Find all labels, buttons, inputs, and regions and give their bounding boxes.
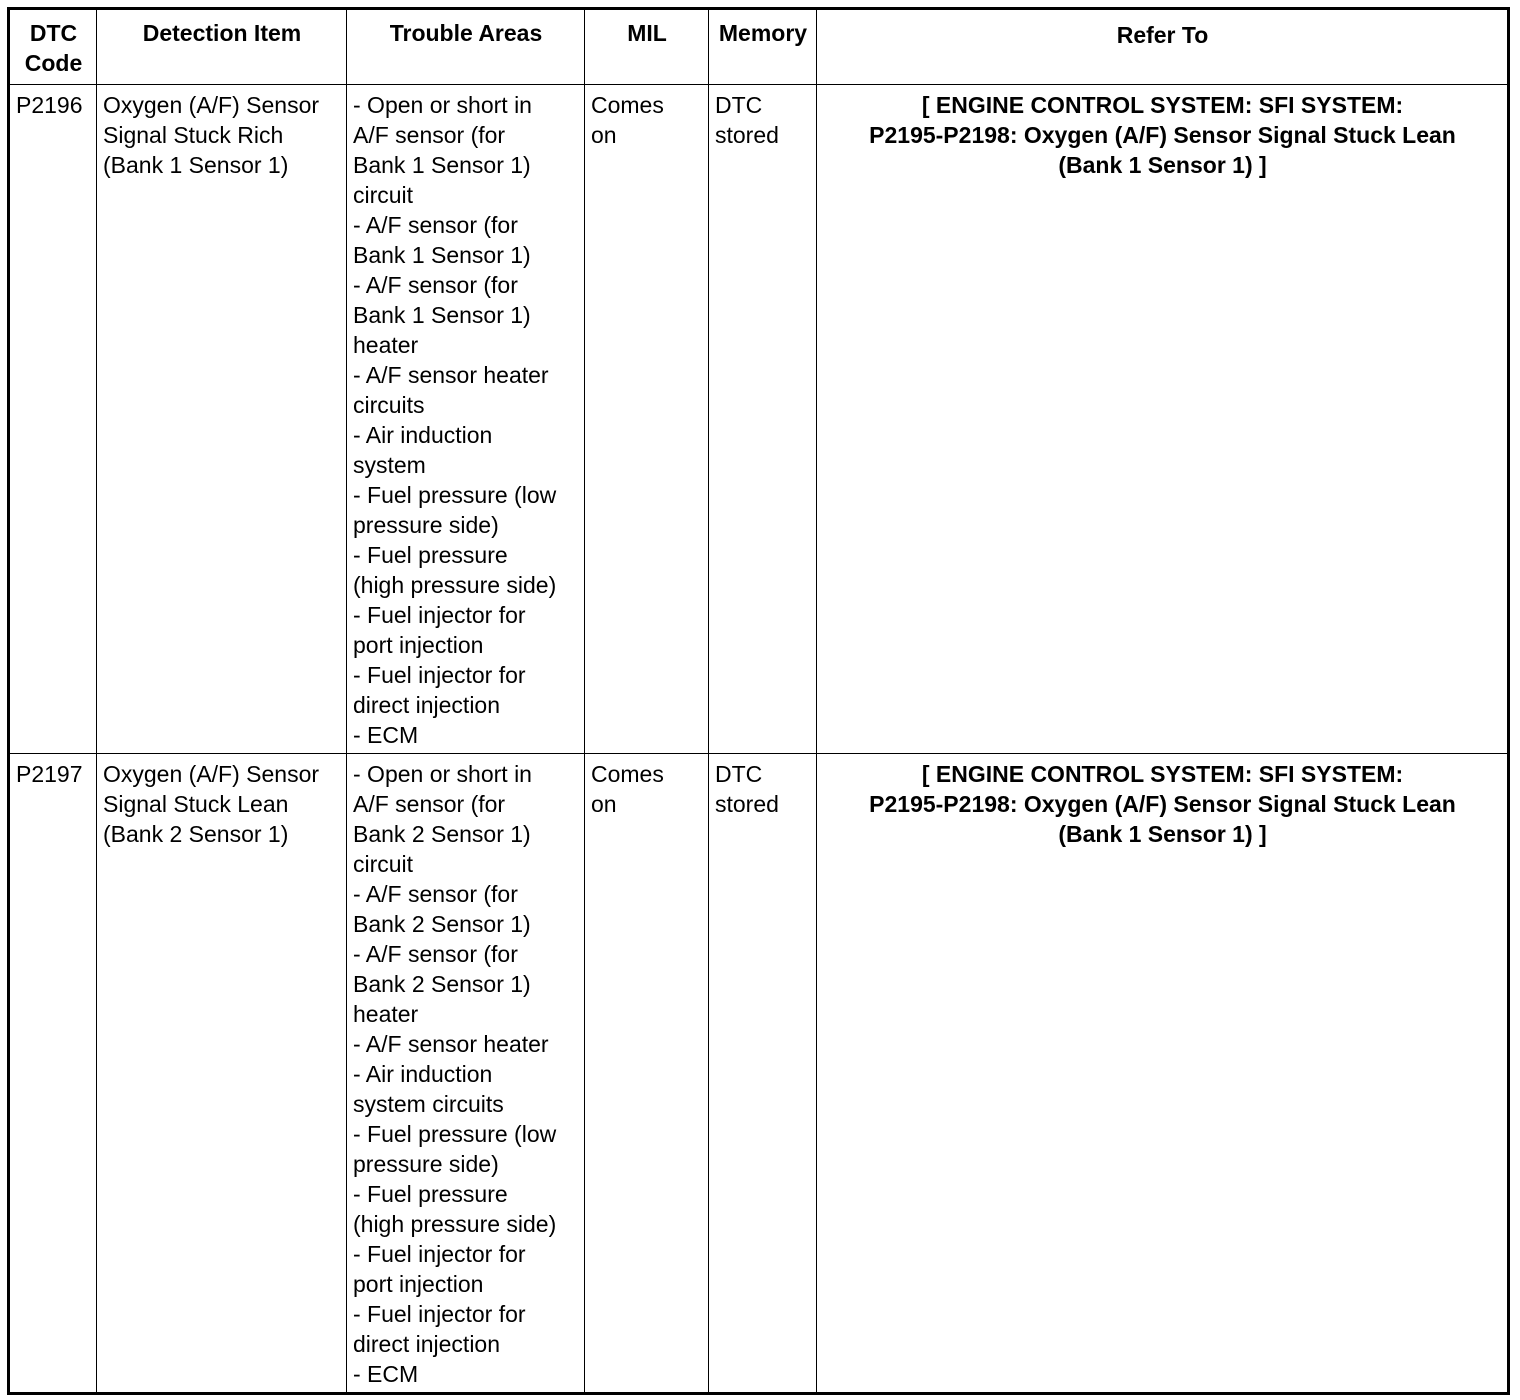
trouble-area-line: pressure side) [353,512,499,538]
detection-item-line: Oxygen (A/F) Sensor [103,761,320,787]
trouble-area-line: - Fuel pressure [353,542,508,568]
trouble-area-line: - Fuel injector for [353,602,526,628]
trouble-area-line: - Fuel pressure [353,1181,508,1207]
trouble-area-line: - Fuel injector for [353,662,526,688]
refer-to-link-line[interactable]: (Bank 1 Sensor 1) ] [1058,821,1267,847]
trouble-area-line: - A/F sensor (for [353,941,518,967]
dtc-code-cell: P2197 [9,754,97,1394]
refer-to-link-line[interactable]: [ ENGINE CONTROL SYSTEM: SFI SYSTEM: [921,761,1404,787]
refer-to-link-line[interactable]: (Bank 1 Sensor 1) ] [1058,152,1267,178]
refer-to-link-line[interactable]: P2195-P2198: Oxygen (A/F) Sensor Signal Stuck Lean [869,791,1456,817]
trouble-area-line: - ECM [353,722,419,748]
dtc-code-cell: P2196 [9,85,97,754]
trouble-area-line: Bank 2 Sensor 1) [353,971,531,997]
mil-line: Comes [591,92,664,118]
trouble-area-line: Bank 1 Sensor 1) [353,242,531,268]
trouble-area-line: - Fuel pressure (low [353,482,557,508]
trouble-area-line: - Open or short in [353,761,532,787]
memory-line: stored [715,791,779,817]
refer-to-cell[interactable] [817,85,1509,754]
trouble-area-line: - A/F sensor (for [353,272,518,298]
trouble-area-line: system circuits [353,1091,504,1117]
memory-cell [709,754,817,1394]
trouble-areas-cell [347,85,585,754]
refer-to-link-line[interactable]: P2195-P2198: Oxygen (A/F) Sensor Signal Stuck Lean [869,122,1456,148]
trouble-area-line: - A/F sensor (for [353,881,518,907]
header-memory: Memory [709,9,817,85]
header-row [9,9,1509,85]
trouble-area-line: Bank 2 Sensor 1) [353,821,531,847]
table-row [9,85,1509,754]
header-detection-item: Detection Item [97,9,347,85]
memory-line: DTC [715,761,763,787]
trouble-area-line: direct injection [353,692,501,718]
refer-to-cell[interactable] [817,754,1509,1394]
trouble-area-line: circuit [353,182,414,208]
trouble-area-line: circuit [353,851,414,877]
trouble-area-line: pressure side) [353,1151,499,1177]
table-row [9,754,1509,1394]
detection-item-line: Oxygen (A/F) Sensor [103,92,320,118]
trouble-area-line: - A/F sensor heater [353,1031,549,1057]
header-mil: MIL [585,9,709,85]
dtc-table [7,7,1510,1395]
mil-cell [585,85,709,754]
trouble-area-line: (high pressure side) [353,572,557,598]
header-dtc-code [9,9,97,85]
mil-line: on [591,122,617,148]
detection-item-cell [97,754,347,1394]
trouble-area-line: A/F sensor (for [353,122,506,148]
trouble-area-line: - Air induction [353,422,493,448]
header-dtc-code-line2: Code [24,50,83,76]
header-refer-to: Refer To [817,9,1509,85]
trouble-area-line: port injection [353,1271,484,1297]
memory-cell [709,85,817,754]
trouble-area-line: Bank 2 Sensor 1) [353,911,531,937]
trouble-area-line: A/F sensor (for [353,791,506,817]
detection-item-line: Signal Stuck Lean [103,791,289,817]
trouble-area-line: - Air induction [353,1061,493,1087]
memory-line: stored [715,122,779,148]
detection-item-line: (Bank 2 Sensor 1) [103,821,289,847]
trouble-area-line: - Open or short in [353,92,532,118]
trouble-area-line: direct injection [353,1331,501,1357]
mil-line: Comes [591,761,664,787]
trouble-area-line: circuits [353,392,425,418]
trouble-area-line: Bank 1 Sensor 1) [353,302,531,328]
trouble-areas-cell [347,754,585,1394]
trouble-area-line: - Fuel injector for [353,1301,526,1327]
trouble-area-line: - ECM [353,1361,419,1387]
detection-item-cell [97,85,347,754]
trouble-area-line: port injection [353,632,484,658]
trouble-area-line: heater [353,1001,419,1027]
mil-cell [585,754,709,1394]
trouble-area-line: heater [353,332,419,358]
mil-line: on [591,791,617,817]
trouble-area-line: - A/F sensor (for [353,212,518,238]
header-trouble-areas: Trouble Areas [347,9,585,85]
trouble-area-line: - Fuel pressure (low [353,1121,557,1147]
table-body [9,85,1509,1394]
trouble-area-line: - Fuel injector for [353,1241,526,1267]
trouble-area-line: system [353,452,426,478]
table-header [9,9,1509,85]
refer-to-link-line[interactable]: [ ENGINE CONTROL SYSTEM: SFI SYSTEM: [921,92,1404,118]
detection-item-line: (Bank 1 Sensor 1) [103,152,289,178]
memory-line: DTC [715,92,763,118]
trouble-area-line: Bank 1 Sensor 1) [353,152,531,178]
detection-item-line: Signal Stuck Rich [103,122,284,148]
trouble-area-line: - A/F sensor heater [353,362,549,388]
trouble-area-line: (high pressure side) [353,1211,557,1237]
header-dtc-code-line1: DTC [29,20,78,46]
